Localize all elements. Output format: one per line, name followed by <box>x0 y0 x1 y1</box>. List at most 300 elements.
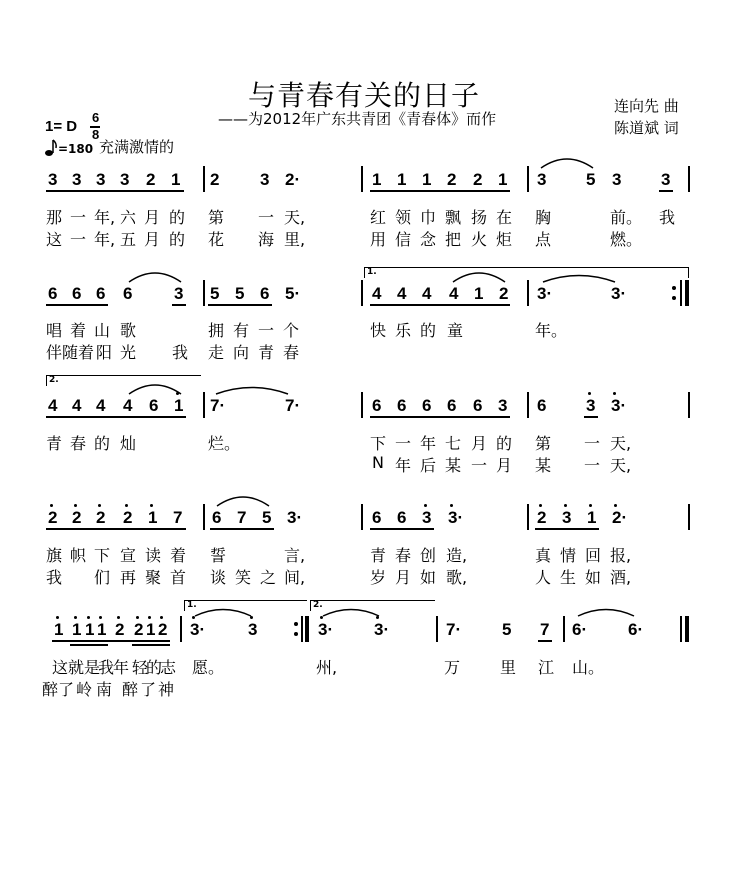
barline <box>436 616 438 642</box>
beam-line <box>210 528 274 530</box>
note: 3 <box>260 170 270 189</box>
octave-dot <box>160 616 163 619</box>
lyric: 读 <box>145 546 162 565</box>
note: 3 <box>498 396 508 415</box>
note: 2· <box>612 508 628 527</box>
lyric: 灿 <box>120 434 137 453</box>
lyric: 念 <box>420 230 437 249</box>
lyric: 童 <box>447 321 464 340</box>
lyric: 燃。 <box>610 230 643 249</box>
repeat-dot <box>672 296 676 300</box>
lyric: 回 <box>585 546 602 565</box>
note: 1 <box>148 508 158 527</box>
octave-dot <box>589 504 592 507</box>
barline <box>203 166 205 192</box>
slur <box>128 380 184 396</box>
note: 7· <box>446 620 462 639</box>
lyric: 青 <box>258 343 275 362</box>
note: 6 <box>397 396 407 415</box>
note: 6 <box>447 396 457 415</box>
note: 3· <box>287 508 303 527</box>
note: 6· <box>628 620 644 639</box>
octave-dot <box>99 616 102 619</box>
lyric: 信 <box>395 230 412 249</box>
lyric: 着 <box>70 321 87 340</box>
barline <box>203 392 205 418</box>
lyric: 年。 <box>535 321 568 340</box>
lyric: 的 <box>496 434 513 453</box>
note: 4 <box>449 284 459 303</box>
note: 3· <box>448 508 464 527</box>
barline <box>527 392 529 418</box>
lyric: 月 <box>471 434 488 453</box>
lyric: 胸 <box>535 208 552 227</box>
time-signature-top: 6 <box>92 110 100 125</box>
note: 1 <box>498 170 508 189</box>
lyric: 着 <box>78 343 95 362</box>
note: 4 <box>96 396 106 415</box>
lyric: 人 <box>535 568 552 587</box>
lyric: 月 <box>144 208 161 227</box>
lyric: 醉 <box>122 680 139 699</box>
lyric: 真 <box>535 546 552 565</box>
volta-2-bracket: 2. <box>46 375 201 386</box>
note: 2 <box>473 170 483 189</box>
lyric: 前。 <box>610 208 643 227</box>
note: 7· <box>210 396 226 415</box>
song-subtitle: ——为2012年广东共青团《青春体》而作 <box>218 110 497 128</box>
lyric: 七 <box>445 434 462 453</box>
note: 6 <box>123 284 133 303</box>
lyric: 春 <box>283 343 300 362</box>
octave-dot <box>424 504 427 507</box>
repeat-barline <box>301 616 303 642</box>
lyric: 用 <box>370 230 387 249</box>
lyric: 帜 <box>70 546 87 565</box>
lyric: 酒, <box>610 568 632 587</box>
lyric: 里, <box>284 230 306 249</box>
note: 3 <box>248 620 258 639</box>
key-signature: 1= D <box>45 118 78 135</box>
octave-dot <box>125 504 128 507</box>
lyric: 年, <box>94 208 116 227</box>
octave-dot <box>613 392 616 395</box>
beam-line <box>46 304 108 306</box>
lyric: 一 <box>395 434 412 453</box>
lyric: 阳 <box>96 343 113 362</box>
repeat-barline-thick <box>685 280 689 306</box>
barline <box>563 616 565 642</box>
note: 4 <box>372 284 382 303</box>
lyric: 的 <box>169 208 186 227</box>
lyric: 某 <box>535 456 552 475</box>
barline <box>688 166 690 192</box>
octave-dot <box>74 616 77 619</box>
note: 6 <box>473 396 483 415</box>
octave-dot <box>588 392 591 395</box>
lyric: 烂。 <box>208 434 241 453</box>
lyric: 天, <box>284 208 306 227</box>
lyric: 月 <box>144 230 161 249</box>
note: 7· <box>285 396 301 415</box>
note: 1 <box>146 620 156 639</box>
note: 4 <box>72 396 82 415</box>
slur <box>128 268 184 284</box>
barline <box>527 504 529 530</box>
note: 3· <box>611 284 627 303</box>
final-barline <box>680 616 682 642</box>
note: 3· <box>611 396 627 415</box>
lyric: 年 <box>113 658 130 677</box>
note: 3· <box>374 620 390 639</box>
lyric: 一 <box>70 208 87 227</box>
repeat-barline <box>680 280 682 306</box>
beam-line <box>370 304 510 306</box>
lyric: 春 <box>70 434 87 453</box>
lyric: 天, <box>610 434 632 453</box>
note: 2 <box>72 508 82 527</box>
lyric: 年, <box>94 230 116 249</box>
lyric: 我 <box>172 343 189 362</box>
lyric: 山。 <box>572 658 605 677</box>
lyric: 年 <box>420 434 437 453</box>
lyric: 里 <box>500 658 517 677</box>
lyric: 这 <box>46 230 63 249</box>
note: 4 <box>48 396 58 415</box>
lyric: 江 <box>538 658 555 677</box>
note: 1 <box>54 620 64 639</box>
note: 2 <box>447 170 457 189</box>
lyric: 我 <box>46 568 63 587</box>
lyric: 点 <box>535 230 552 249</box>
slur <box>452 268 508 284</box>
octave-dot <box>564 504 567 507</box>
barline <box>203 504 205 530</box>
lyric: 一 <box>584 434 601 453</box>
lyric: 岭 <box>76 680 93 699</box>
note: 3· <box>190 620 206 639</box>
lyric: 拥 <box>208 321 225 340</box>
beam-line-double <box>132 644 170 646</box>
note: 1 <box>397 170 407 189</box>
lyric: 一 <box>258 321 275 340</box>
note: 2 <box>134 620 144 639</box>
beam-line <box>208 304 272 306</box>
lyric: 春 <box>395 546 412 565</box>
lyric: 第 <box>535 434 552 453</box>
note: 5 <box>502 620 512 639</box>
lyric: 的 <box>94 434 111 453</box>
lyric: 首 <box>170 568 187 587</box>
lyric: 唱 <box>46 321 63 340</box>
lyric: 山 <box>94 321 111 340</box>
tie <box>322 606 382 618</box>
lyric: 万 <box>444 658 461 677</box>
lyric: 间, <box>284 568 306 587</box>
barline <box>180 616 182 642</box>
lyric: 歌 <box>120 321 137 340</box>
beam-line <box>370 190 510 192</box>
lyric: 神 <box>158 680 175 699</box>
lyric: 聚 <box>145 568 162 587</box>
note: 2 <box>48 508 58 527</box>
tempo-marking: =180 <box>58 142 94 156</box>
note: 6 <box>96 284 106 303</box>
lyric: 们 <box>94 568 111 587</box>
song-title: 与青春有关的日子 <box>248 79 481 112</box>
beam-line <box>535 528 599 530</box>
beam-line <box>46 528 186 530</box>
lyric: 有 <box>233 321 250 340</box>
note: 6 <box>372 508 382 527</box>
lyric: 一 <box>471 456 488 475</box>
beam-line <box>584 416 598 418</box>
lyric: 如 <box>420 568 437 587</box>
lyric: 如 <box>585 568 602 587</box>
lyricist-credit: 陈道斌 词 <box>614 119 679 137</box>
lyric: 南 <box>96 680 113 699</box>
note: 4 <box>397 284 407 303</box>
lyric: 这 <box>52 658 69 677</box>
eighth-note-icon <box>44 138 58 158</box>
lyric: 快 <box>370 321 387 340</box>
lyric: 再 <box>120 568 137 587</box>
note: 5 <box>262 508 272 527</box>
barline <box>361 166 363 192</box>
barline <box>688 392 690 418</box>
lyric: 在 <box>496 208 513 227</box>
lyric: 海 <box>258 230 275 249</box>
octave-dot <box>136 616 139 619</box>
lyric: 誓 <box>210 546 227 565</box>
note: 1 <box>422 170 432 189</box>
note: 6 <box>149 396 159 415</box>
note: 1 <box>85 620 95 639</box>
note: 6 <box>72 284 82 303</box>
lyric: 乐 <box>395 321 412 340</box>
slur <box>216 492 272 508</box>
composer-credit: 连向先 曲 <box>614 97 679 115</box>
time-signature-bottom: 8 <box>92 127 100 142</box>
final-barline-thick <box>685 616 689 642</box>
note: 2 <box>123 508 133 527</box>
lyric: N <box>372 453 384 472</box>
note: 2· <box>285 170 301 189</box>
octave-dot <box>450 504 453 507</box>
repeat-barline-thick <box>305 616 309 642</box>
barline <box>203 280 205 306</box>
note: 2 <box>146 170 156 189</box>
lyric: 志 <box>160 658 177 677</box>
lyric: 的 <box>169 230 186 249</box>
beam-line <box>46 190 184 192</box>
note: 6 <box>397 508 407 527</box>
octave-dot <box>50 504 53 507</box>
note: 3 <box>174 284 184 303</box>
lyric: 把 <box>445 230 462 249</box>
barline <box>361 392 363 418</box>
note: 3 <box>537 170 547 189</box>
note: 5 <box>210 284 220 303</box>
lyric: 天, <box>610 456 632 475</box>
tie <box>577 606 637 618</box>
note: 1 <box>72 620 82 639</box>
lyric: 我 <box>98 658 115 677</box>
note: 6 <box>212 508 222 527</box>
lyric: 创 <box>420 546 437 565</box>
note: 4 <box>123 396 133 415</box>
lyric: 之 <box>260 568 277 587</box>
note: 6· <box>572 620 588 639</box>
note: 5· <box>285 284 301 303</box>
slur <box>540 154 596 170</box>
lyric: 青 <box>370 546 387 565</box>
beam-line <box>538 640 552 642</box>
octave-dot <box>148 616 151 619</box>
lyric: 旗 <box>46 546 63 565</box>
barline <box>688 504 690 530</box>
lyric: 红 <box>370 208 387 227</box>
note: 3 <box>96 170 106 189</box>
lyric: 巾 <box>420 208 437 227</box>
note: 2 <box>537 508 547 527</box>
lyric: 向 <box>233 343 250 362</box>
lyric: 着 <box>170 546 187 565</box>
lyric: 那 <box>46 208 63 227</box>
note: 3 <box>562 508 572 527</box>
barline <box>527 280 529 306</box>
beam-line-double <box>70 644 108 646</box>
note: 3 <box>661 170 671 189</box>
lyric: 宣 <box>120 546 137 565</box>
repeat-dot <box>294 632 298 636</box>
note: 3· <box>537 284 553 303</box>
octave-dot <box>614 504 617 507</box>
beam-line <box>172 304 186 306</box>
note: 1 <box>474 284 484 303</box>
lyric: 造, <box>446 546 468 565</box>
lyric: 扬 <box>471 208 488 227</box>
lyric: 一 <box>70 230 87 249</box>
lyric: 伴 <box>46 343 63 362</box>
lyric: 火 <box>471 230 488 249</box>
note: 3 <box>120 170 130 189</box>
beam-line <box>370 416 510 418</box>
note: 3· <box>318 620 334 639</box>
note: 6 <box>260 284 270 303</box>
note: 2 <box>115 620 125 639</box>
lyric: 一 <box>258 208 275 227</box>
lyric: 炬 <box>496 230 513 249</box>
lyric: 花 <box>208 230 225 249</box>
lyric: 年 <box>395 456 412 475</box>
octave-dot <box>56 616 59 619</box>
lyric: 轻 <box>132 658 149 677</box>
lyric: 飘 <box>445 208 462 227</box>
note: 3 <box>422 508 432 527</box>
barline <box>361 504 363 530</box>
lyric: 歌, <box>446 568 468 587</box>
lyric: 一 <box>584 456 601 475</box>
note: 2 <box>158 620 168 639</box>
beam-line <box>46 416 186 418</box>
note: 1 <box>97 620 107 639</box>
beam-line <box>659 190 673 192</box>
lyric: 的 <box>146 658 163 677</box>
note: 6 <box>372 396 382 415</box>
lyric: 六 <box>120 208 137 227</box>
lyric: 我 <box>659 208 676 227</box>
barline <box>361 280 363 306</box>
lyric: 月 <box>395 568 412 587</box>
octave-dot <box>117 616 120 619</box>
lyric: 州, <box>316 658 338 677</box>
lyric: 走 <box>208 343 225 362</box>
lyric: 情 <box>560 546 577 565</box>
octave-dot <box>74 504 77 507</box>
repeat-dot <box>294 622 298 626</box>
note: 1 <box>372 170 382 189</box>
lyric: 就 <box>68 658 85 677</box>
note: 2 <box>499 284 509 303</box>
lyric: 下 <box>370 434 387 453</box>
barline <box>527 166 529 192</box>
note: 7 <box>540 620 550 639</box>
lyric: 个 <box>283 321 300 340</box>
octave-dot <box>150 504 153 507</box>
lyric: 某 <box>445 456 462 475</box>
lyric: 愿。 <box>192 658 225 677</box>
lyric: 领 <box>395 208 412 227</box>
expression-marking: 充满激情的 <box>99 138 175 156</box>
note: 5 <box>235 284 245 303</box>
volta-1-bracket: 1. <box>364 267 689 278</box>
lyric: 报, <box>610 546 632 565</box>
lyric: 第 <box>208 208 225 227</box>
note: 6 <box>537 396 547 415</box>
lyric: 五 <box>120 230 137 249</box>
note: 7 <box>237 508 247 527</box>
tie <box>194 606 254 618</box>
tie <box>542 272 618 284</box>
note: 6 <box>422 396 432 415</box>
note: 1 <box>174 396 184 415</box>
lyric: 青 <box>46 434 63 453</box>
note: 3 <box>72 170 82 189</box>
lyric: 月 <box>496 456 513 475</box>
tie <box>215 384 291 396</box>
lyric: 生 <box>560 568 577 587</box>
lyric: 岁 <box>370 568 387 587</box>
repeat-dot <box>672 286 676 290</box>
note: 4 <box>422 284 432 303</box>
octave-dot <box>87 616 90 619</box>
beam-line <box>370 528 434 530</box>
note: 3 <box>48 170 58 189</box>
lyric: 醉 <box>42 680 59 699</box>
beam-line <box>52 640 170 642</box>
lyric: 了 <box>140 680 157 699</box>
lyric: 谈 <box>210 568 227 587</box>
octave-dot <box>539 504 542 507</box>
note: 1 <box>171 170 181 189</box>
note: 6 <box>48 284 58 303</box>
lyric: 下 <box>94 546 111 565</box>
note: 1 <box>587 508 597 527</box>
note: 2 <box>96 508 106 527</box>
note: 7 <box>173 508 183 527</box>
lyric: 笑 <box>235 568 252 587</box>
